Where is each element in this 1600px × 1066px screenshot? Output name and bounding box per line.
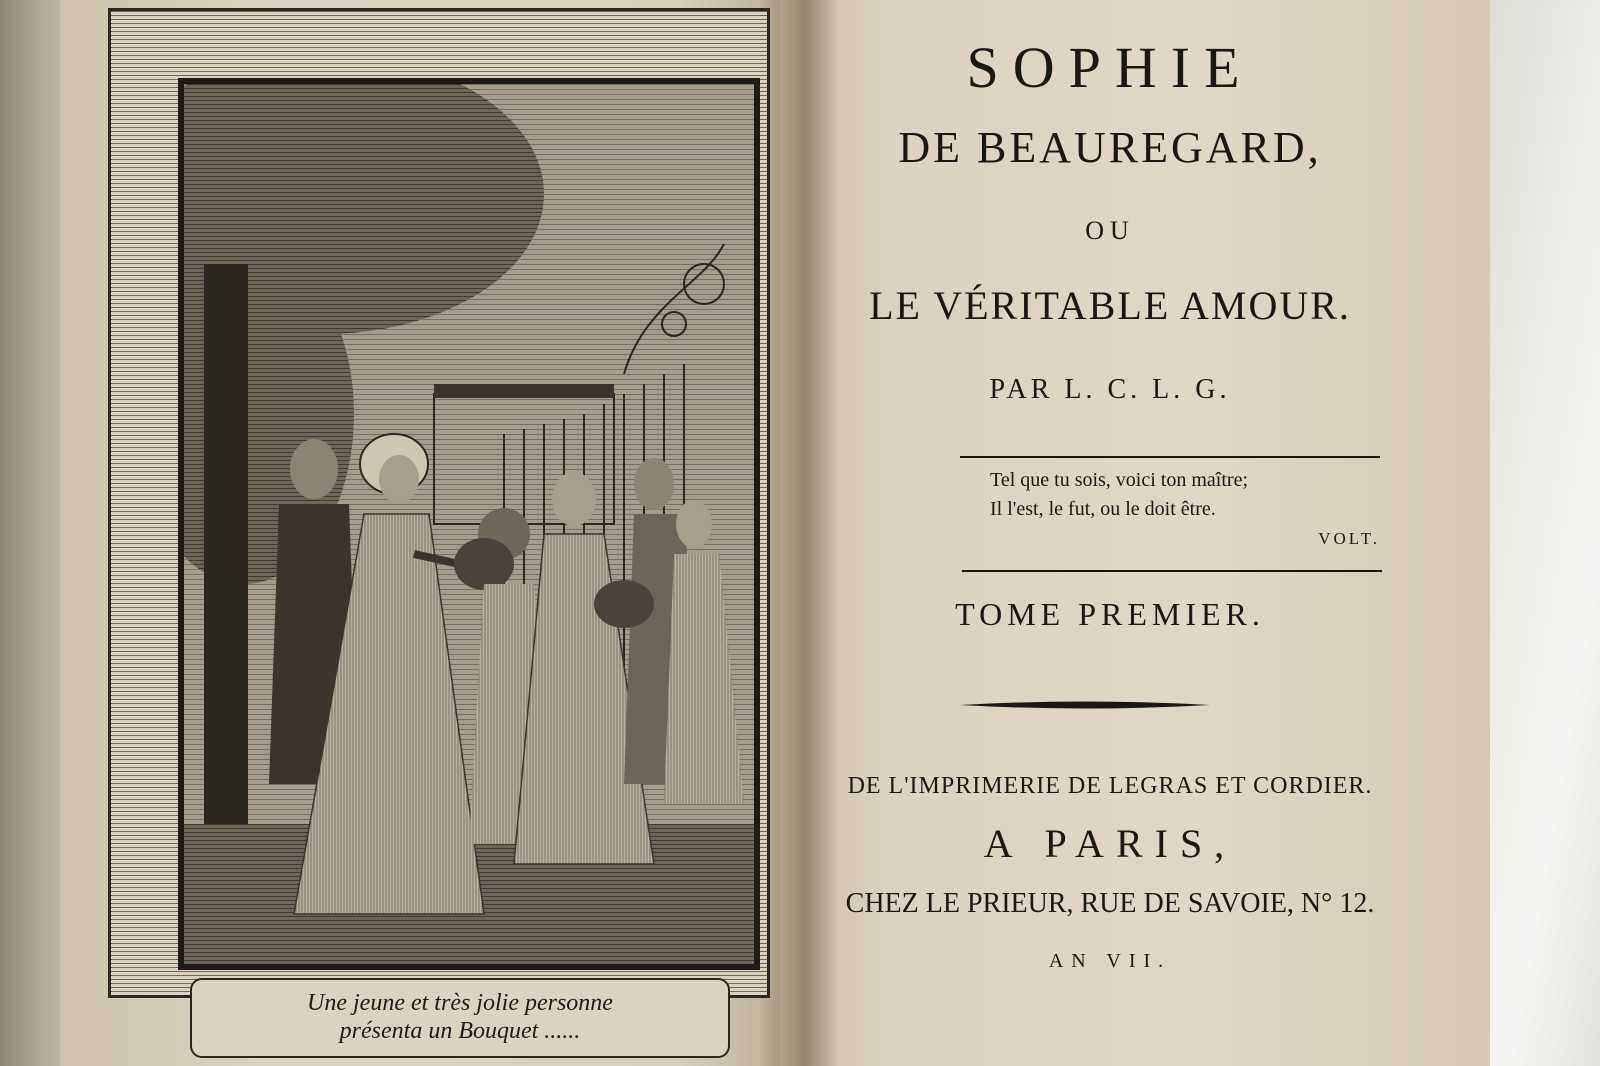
title-line-2: DE BEAUREGARD, bbox=[898, 123, 1322, 172]
ornamental-rule bbox=[960, 700, 1210, 710]
date-line: AN VII. bbox=[1048, 950, 1172, 972]
author-line: PAR L. C. L. G. bbox=[989, 374, 1231, 405]
epigraph bbox=[990, 466, 1380, 553]
volume-line: TOME PREMIER. bbox=[955, 596, 1265, 632]
engraving-scene bbox=[184, 84, 754, 964]
engraving-caption-box bbox=[190, 978, 730, 1058]
title-connector: OU bbox=[1085, 216, 1135, 245]
publisher-line: CHEZ LE PRIEUR, RUE DE SAVOIE, N° 12. bbox=[845, 888, 1375, 919]
printer-line: DE L'IMPRIMERIE DE LEGRAS ET CORDIER. bbox=[847, 773, 1373, 799]
epigraph-line-2: Il l'est, le fut, ou le doit être. bbox=[990, 498, 1216, 520]
caption-line-1: Une jeune et très jolie personne bbox=[307, 990, 613, 1016]
subtitle: LE VÉRITABLE AMOUR. bbox=[869, 283, 1351, 328]
epigraph-attribution: VOLT. bbox=[1318, 529, 1380, 548]
engraving-illustration bbox=[178, 78, 760, 970]
caption-line-2: présenta un Bouquet ...... bbox=[339, 1018, 581, 1044]
city-line: A PARIS, bbox=[983, 821, 1237, 866]
title-line-1: SOPHIE bbox=[966, 35, 1254, 100]
epigraph-top-rule bbox=[960, 456, 1380, 458]
epigraph-line-1: Tel que tu sois, voici ton maître; bbox=[990, 469, 1248, 491]
epigraph-bottom-rule bbox=[962, 570, 1382, 572]
